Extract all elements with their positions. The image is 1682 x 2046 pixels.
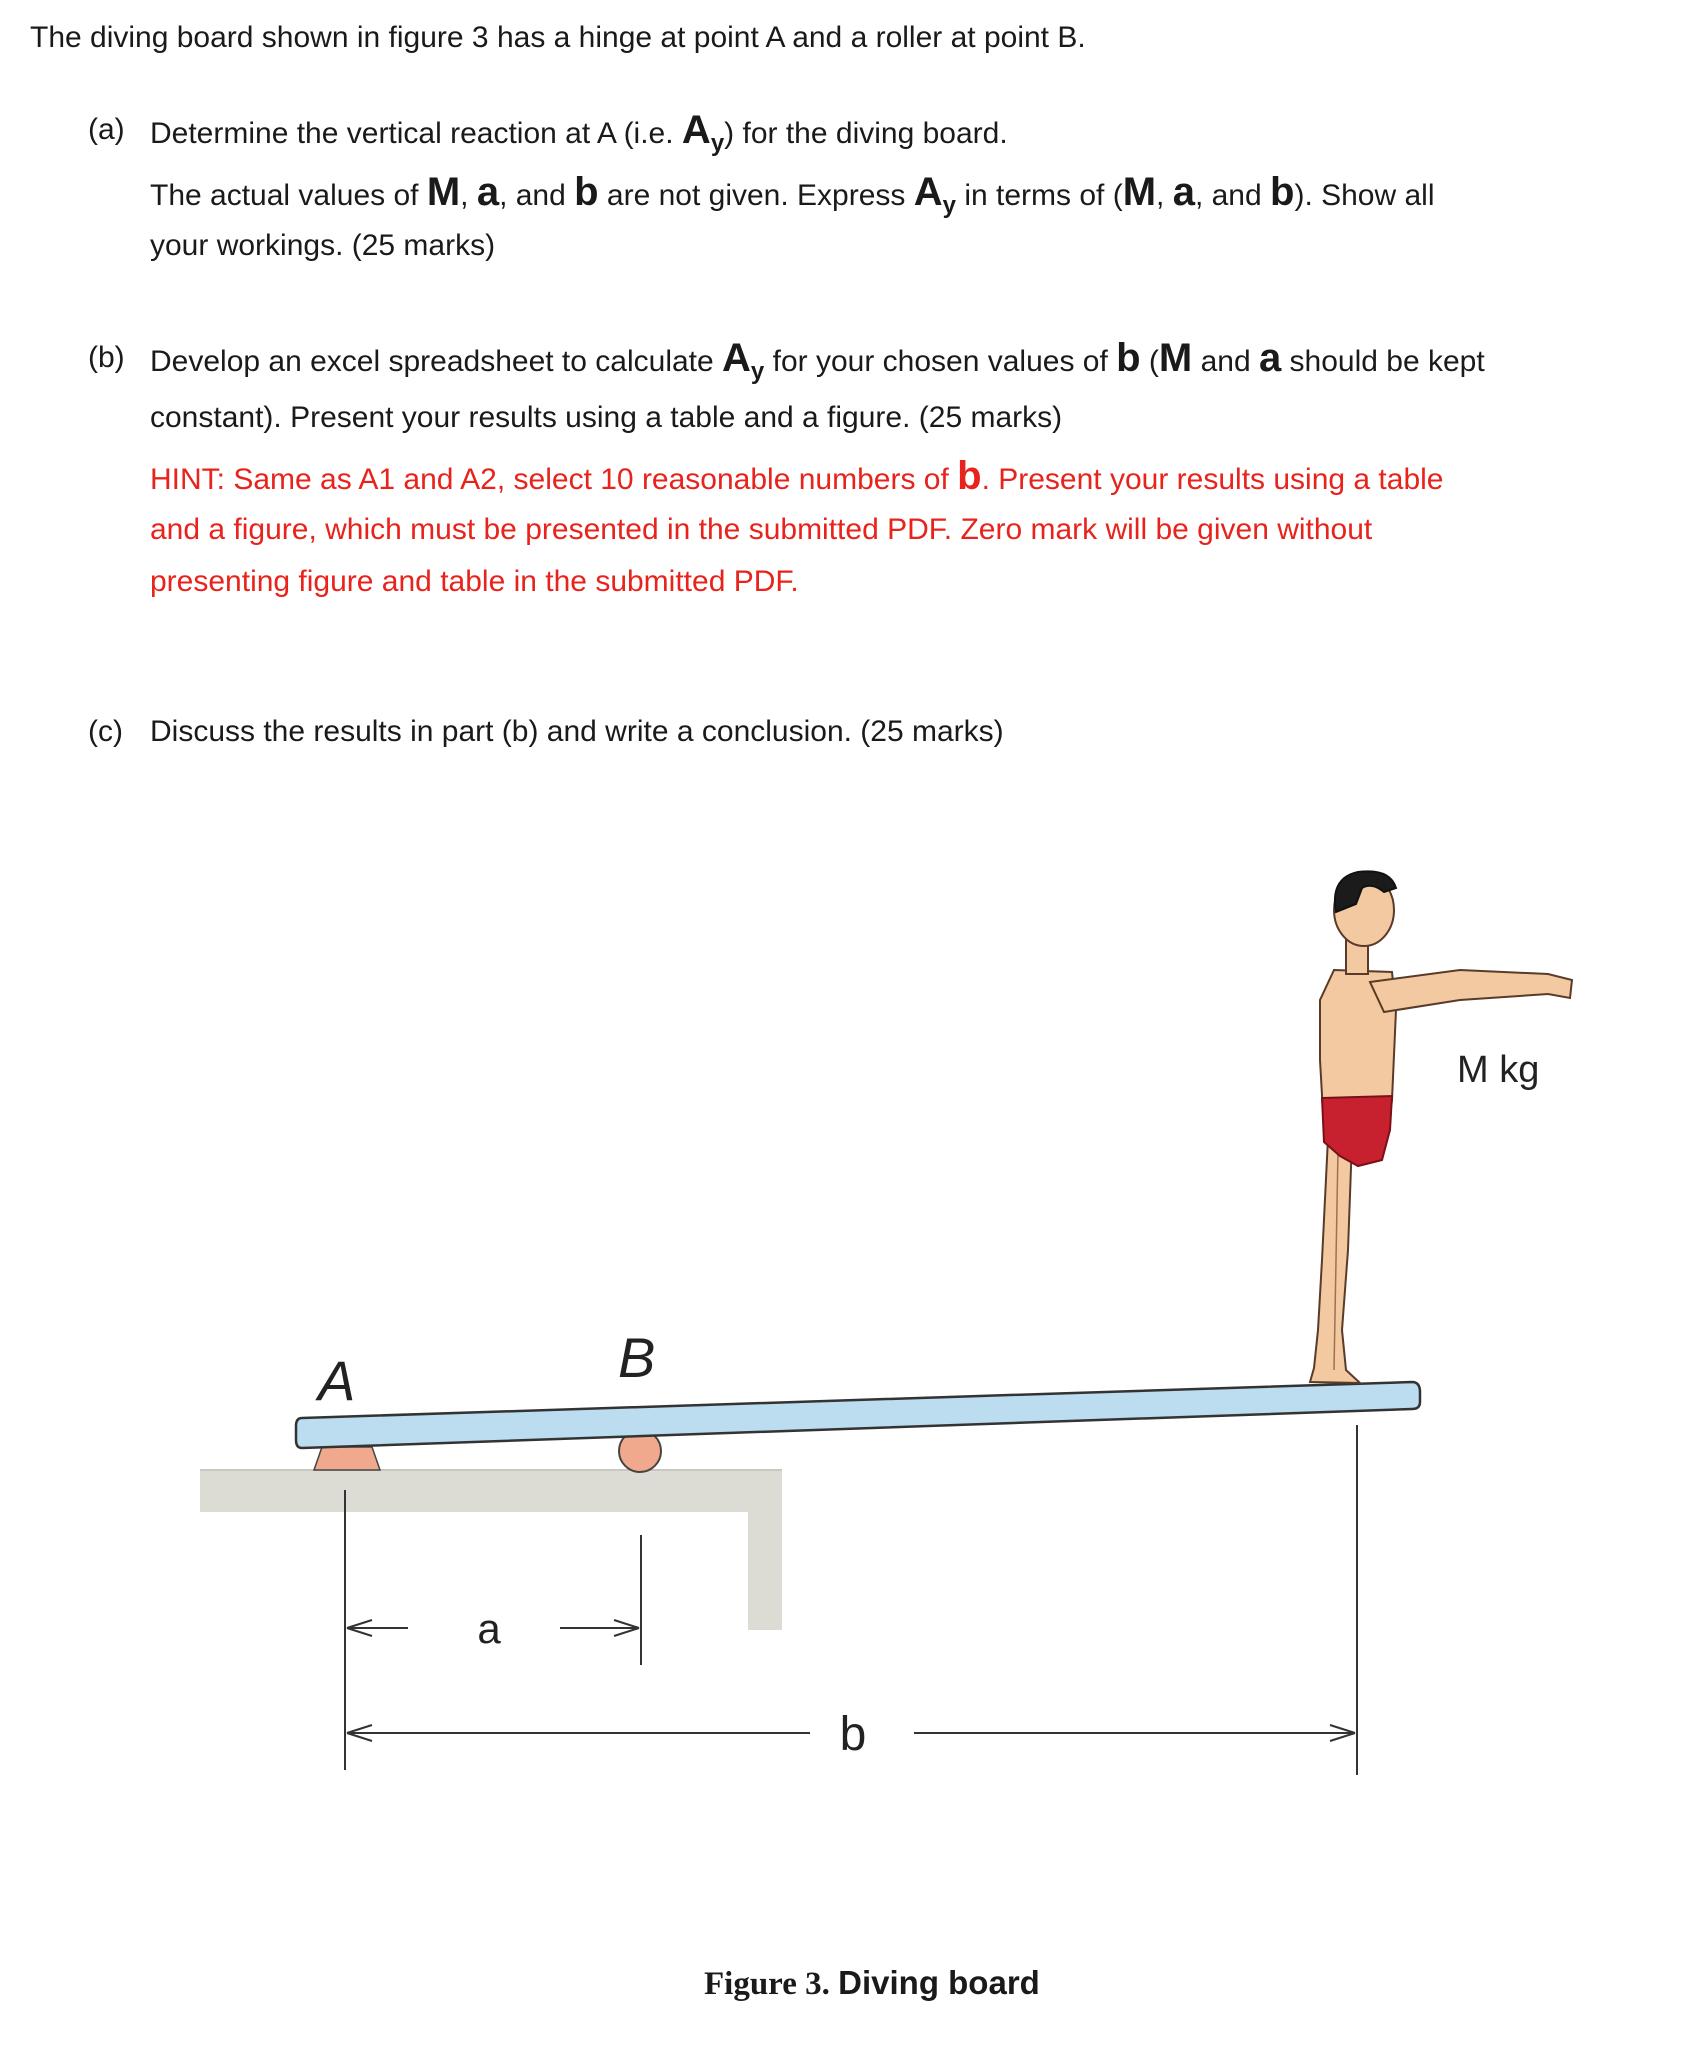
ay-symbol: A [913, 170, 943, 214]
hint-b-symbol: b [957, 454, 982, 498]
part-b-line1-end: should be kept [1281, 345, 1485, 378]
hint-post: . Present your results using a table [981, 463, 1444, 496]
a-symbol: a [1258, 336, 1282, 380]
ay-subscript: y [750, 358, 765, 385]
hint-pre: HINT: Same as A1 and A2, select 10 reasonable numbers of [150, 463, 958, 496]
part-b-line2: constant). Present your results using a table and a figure. (25 marks) [150, 401, 1063, 434]
hint-line3: presenting figure and table in the submitted PDF. [150, 565, 799, 598]
sep: , and [1194, 179, 1271, 212]
part-b-line1-mid: for your chosen values of [764, 345, 1117, 378]
b-symbol: b [1270, 170, 1295, 214]
part-a-line2-mid: are not given. Express [598, 179, 914, 212]
intro-sentence: The diving board shown in figure 3 has a hinge at point A and a roller at point B. [30, 21, 1086, 54]
sep: , and [499, 179, 575, 212]
sep: , [1156, 179, 1173, 212]
caption-prefix: Figure 3. [704, 1966, 839, 2002]
part-c-label: (c) [88, 715, 123, 748]
b-symbol: b [574, 170, 599, 214]
and: and [1192, 345, 1259, 378]
part-a-line2-end: ). Show all [1294, 179, 1435, 212]
m-symbol: M [426, 170, 461, 214]
part-c-text: Discuss the results in part (b) and write a conclusion. (25 marks) [150, 715, 1004, 748]
dim-b-label: b [839, 1708, 867, 1761]
diver-arm [1370, 970, 1572, 1012]
a-symbol: a [476, 170, 500, 214]
b-symbol: b [1116, 336, 1141, 380]
figure-caption [704, 1964, 1040, 2003]
ay-subscript: y [942, 192, 956, 219]
dim-a-label: a [477, 1605, 501, 1652]
sep: , [460, 179, 477, 212]
ay-subscript: y [710, 130, 725, 157]
hinge-support-A [314, 1447, 380, 1470]
part-b-label: (b) [88, 341, 125, 374]
label-A: A [318, 1349, 356, 1412]
label-B: B [618, 1326, 656, 1389]
paren: ( [1140, 345, 1159, 378]
diver-figure [1310, 871, 1572, 1383]
part-a-line2-pre: The actual values of [150, 179, 427, 212]
ay-symbol: A [722, 336, 751, 380]
part-a-label: (a) [88, 113, 125, 146]
m-symbol: M [1122, 170, 1157, 214]
caption-title: Diving board [838, 1964, 1040, 2001]
mass-label: M kg [1457, 1049, 1540, 1091]
part-a-line1-post: ) for the diving board. [724, 117, 1008, 150]
part-b-line1-pre: Develop an excel spreadsheet to calculate [150, 345, 723, 378]
part-a-line1-pre: Determine the vertical reaction at A (i.e. [150, 117, 682, 150]
m-symbol: M [1158, 336, 1193, 380]
hint-line2: and a figure, which must be presented in the submitted PDF. Zero mark will be given without [150, 513, 1373, 546]
ay-symbol: A [681, 108, 711, 152]
part-a-line3: your workings. (25 marks) [150, 229, 496, 262]
part-a-line2-mid2: in terms of ( [956, 179, 1123, 212]
a-symbol: a [1172, 170, 1195, 214]
diving-board-plank [296, 1382, 1420, 1448]
